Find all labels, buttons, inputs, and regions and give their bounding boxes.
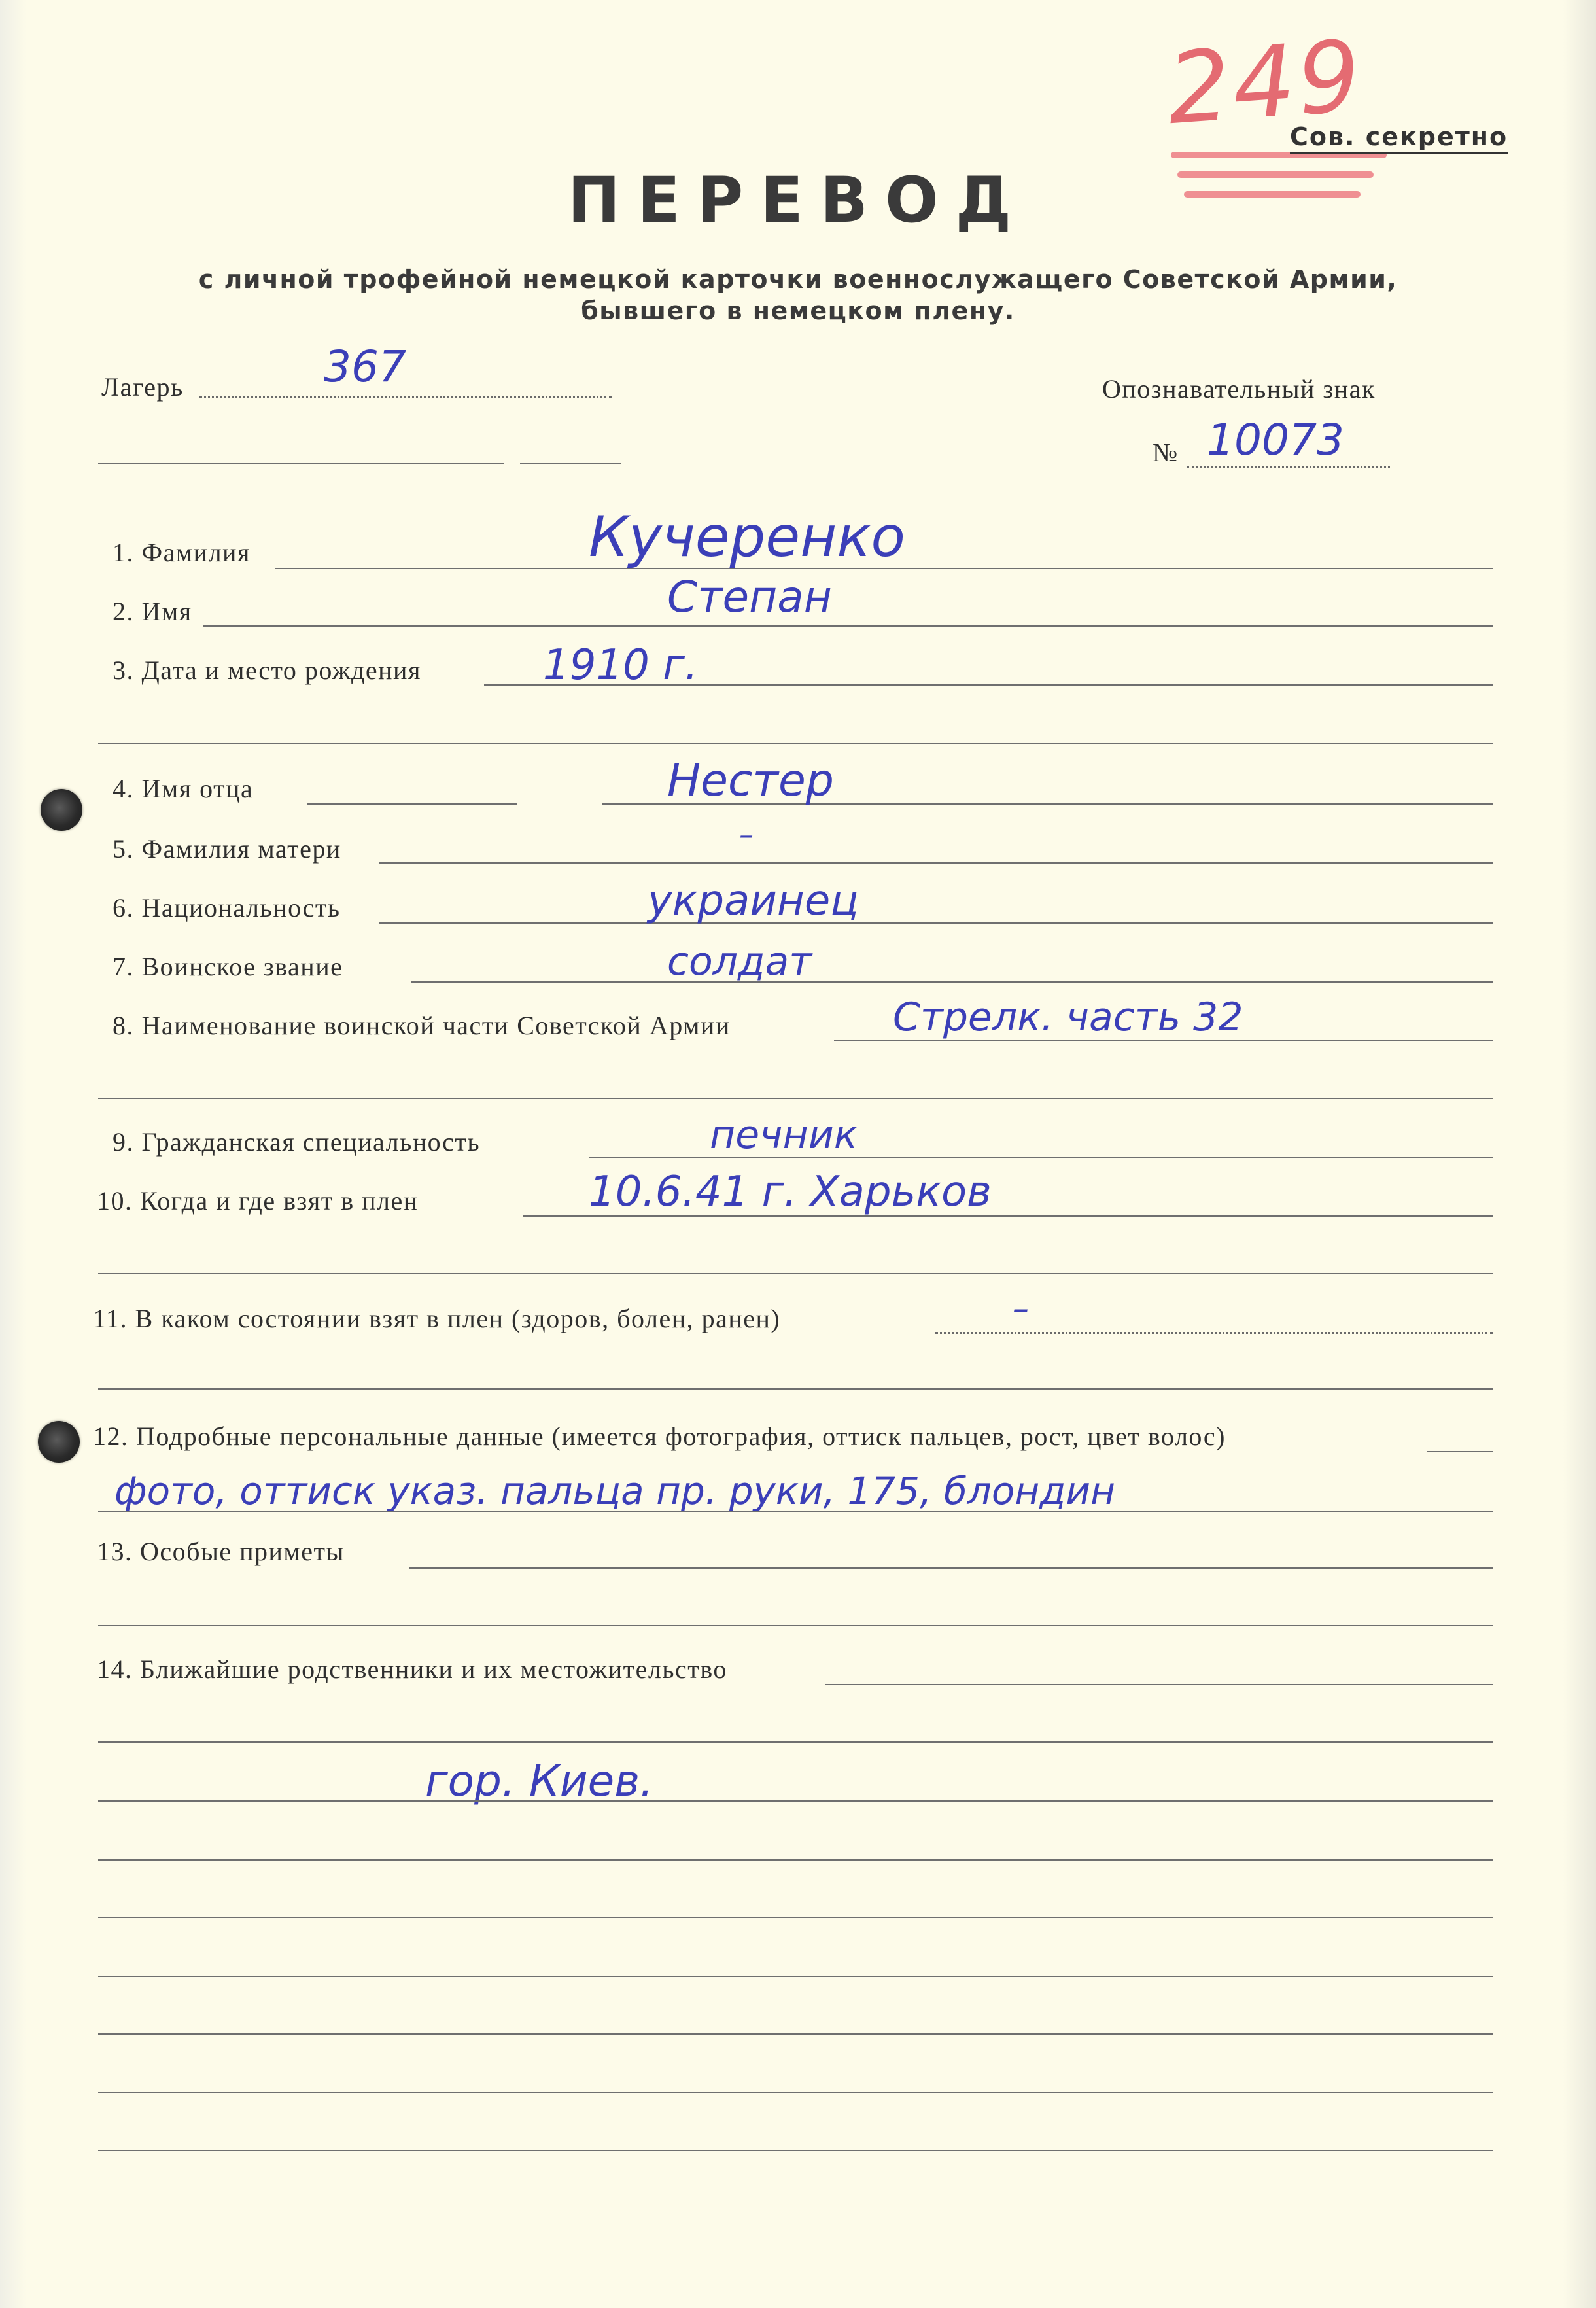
field-9-label: 9. Гражданская специальность	[113, 1127, 481, 1157]
field-14-line-7	[98, 2033, 1493, 2035]
id-mark-number-sign: №	[1153, 438, 1179, 467]
field-2-value: Степан	[667, 572, 832, 622]
field-7-line	[411, 981, 1493, 983]
camp-label: Лагерь	[101, 372, 184, 402]
blank-line	[520, 463, 621, 464]
field-11-line	[935, 1332, 1493, 1334]
field-7-value: солдат	[667, 939, 812, 985]
field-4-label: 4. Имя отца	[113, 774, 254, 803]
field-4-value: Нестер	[667, 755, 834, 807]
archive-number: 249	[1164, 19, 1367, 147]
field-10-value: 10.6.41 г. Харьков	[589, 1168, 992, 1216]
field-12-label: 12. Подробные персональные данные (имеется фотография, оттиск пальцев, рост, цвет волос)	[93, 1422, 1226, 1451]
field-7-label: 7. Воинское звание	[113, 952, 343, 981]
document-title: ПЕРЕВОД	[567, 164, 1029, 237]
field-14-line-3	[98, 1800, 1493, 1802]
id-mark-value: 10073	[1207, 415, 1344, 465]
document-subtitle-line1: с личной трофейной немецкой карточки военнослужащего Советской Армии,	[198, 265, 1398, 294]
field-2-label: 2. Имя	[113, 597, 192, 626]
field-12-value: фото, оттиск указ. пальца пр. руки, 175, блондин	[114, 1469, 1116, 1513]
field-8-value: Стрелк. часть 32	[893, 994, 1243, 1040]
field-6-line	[379, 922, 1493, 924]
field-3-line-2	[98, 743, 1493, 744]
field-14-line-6	[98, 1976, 1493, 1977]
field-13-label: 13. Особые приметы	[97, 1537, 345, 1566]
field-14-line-9	[98, 2150, 1493, 2151]
field-3-label: 3. Дата и место рождения	[113, 656, 421, 685]
field-11-value: –	[1013, 1289, 1029, 1327]
id-mark-label: Опознавательный знак	[1102, 374, 1376, 404]
field-14-line-2	[98, 1741, 1493, 1743]
id-mark-line	[1187, 466, 1390, 468]
document-subtitle-line2: бывшего в немецком плену.	[581, 296, 1015, 325]
field-14-line-8	[98, 2092, 1493, 2093]
field-10-line-2	[98, 1273, 1493, 1274]
field-12-line	[1427, 1451, 1493, 1452]
camp-value: 367	[324, 341, 406, 392]
field-14-line-4	[98, 1859, 1493, 1861]
field-8-line	[834, 1040, 1493, 1041]
field-2-line	[203, 625, 1493, 627]
field-4-line	[307, 803, 517, 805]
field-1-value: Кучеренко	[589, 504, 905, 570]
field-5-line	[379, 862, 1493, 864]
punch-hole-lower	[38, 1421, 80, 1463]
field-8-line-2	[98, 1098, 1493, 1099]
field-11-label: 11. В каком состоянии взят в плен (здоров, болен, ранен)	[93, 1304, 781, 1333]
field-5-value: –	[739, 818, 754, 852]
blank-line	[98, 463, 504, 464]
field-5-label: 5. Фамилия матери	[113, 834, 341, 864]
classification-mark: Сов. секретно	[1290, 124, 1508, 154]
field-14-label: 14. Ближайшие родственники и их местожительство	[97, 1654, 727, 1684]
field-6-label: 6. Национальность	[113, 893, 341, 922]
field-6-value: украинец	[648, 877, 859, 925]
field-14-value: гор. Киев.	[425, 1756, 654, 1806]
field-3-value: 1910 г.	[543, 641, 699, 690]
field-11-line-2	[98, 1388, 1493, 1390]
field-14-line	[825, 1684, 1493, 1685]
field-12-line-2	[98, 1511, 1493, 1512]
field-13-line-2	[98, 1625, 1493, 1626]
field-1-label: 1. Фамилия	[113, 538, 251, 567]
field-9-value: печник	[710, 1112, 858, 1158]
field-13-line	[409, 1567, 1493, 1569]
field-8-label: 8. Наименование воинской части Советской Армии	[113, 1011, 731, 1040]
field-14-line-5	[98, 1917, 1493, 1918]
field-10-label: 10. Когда и где взят в плен	[97, 1186, 419, 1215]
punch-hole-upper	[41, 789, 82, 831]
camp-line	[200, 396, 612, 398]
